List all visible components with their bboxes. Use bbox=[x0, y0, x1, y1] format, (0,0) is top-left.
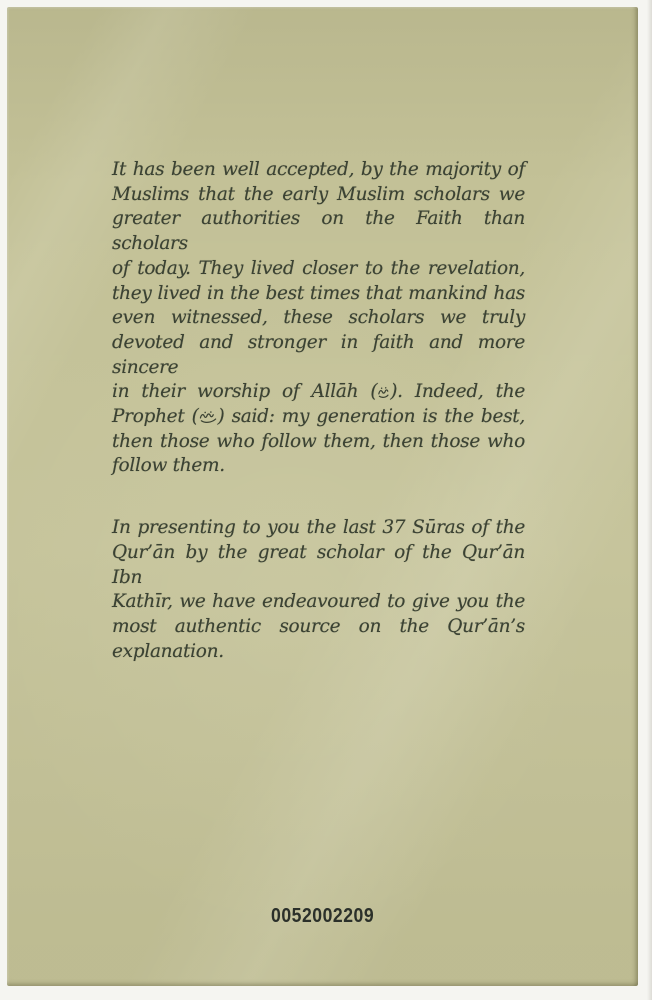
text-line: Kathīr, we have endeavoured to give you the bbox=[112, 591, 525, 613]
prophet-honorific-icon bbox=[199, 410, 218, 424]
text-line: then those who follow them, then those who bbox=[112, 430, 525, 452]
allah-honorific-icon bbox=[377, 386, 390, 399]
text-line: in their worship of Allāh ( ). Indeed, the bbox=[112, 381, 525, 403]
text-line: most authentic source on the Qur’ān’s bbox=[112, 615, 525, 637]
paragraph-1 bbox=[112, 158, 525, 479]
text-line: they lived in the best times that mankind has bbox=[112, 282, 525, 304]
paragraph-2 bbox=[112, 516, 525, 664]
text-line: Qur’ān by the great scholar of the Qur’ān Ibn bbox=[112, 541, 525, 588]
text-line: even witnessed, these scholars we truly bbox=[112, 307, 525, 329]
text-block bbox=[112, 158, 525, 664]
scan-edge-shadow bbox=[647, 0, 652, 1000]
book-back-cover bbox=[7, 7, 638, 986]
text-line: explanation. bbox=[112, 640, 224, 662]
text-line: Muslims that the early Muslim scholars we bbox=[112, 183, 525, 205]
text-line: devoted and stronger in faith and more sincere bbox=[112, 331, 525, 378]
text-line: In presenting to you the last 37 Sūras of the bbox=[112, 517, 525, 539]
text-line: It has been well accepted, by the majority of bbox=[112, 159, 525, 180]
text-line: Prophet ( ) said: my generation is the best, bbox=[112, 406, 525, 428]
text-line: follow them. bbox=[112, 455, 225, 477]
stock-number: 0052002209 bbox=[271, 905, 375, 927]
text-line: of today. They lived closer to the revelation, bbox=[112, 257, 525, 279]
text-line: greater authorities on the Faith than scholars bbox=[112, 208, 525, 255]
